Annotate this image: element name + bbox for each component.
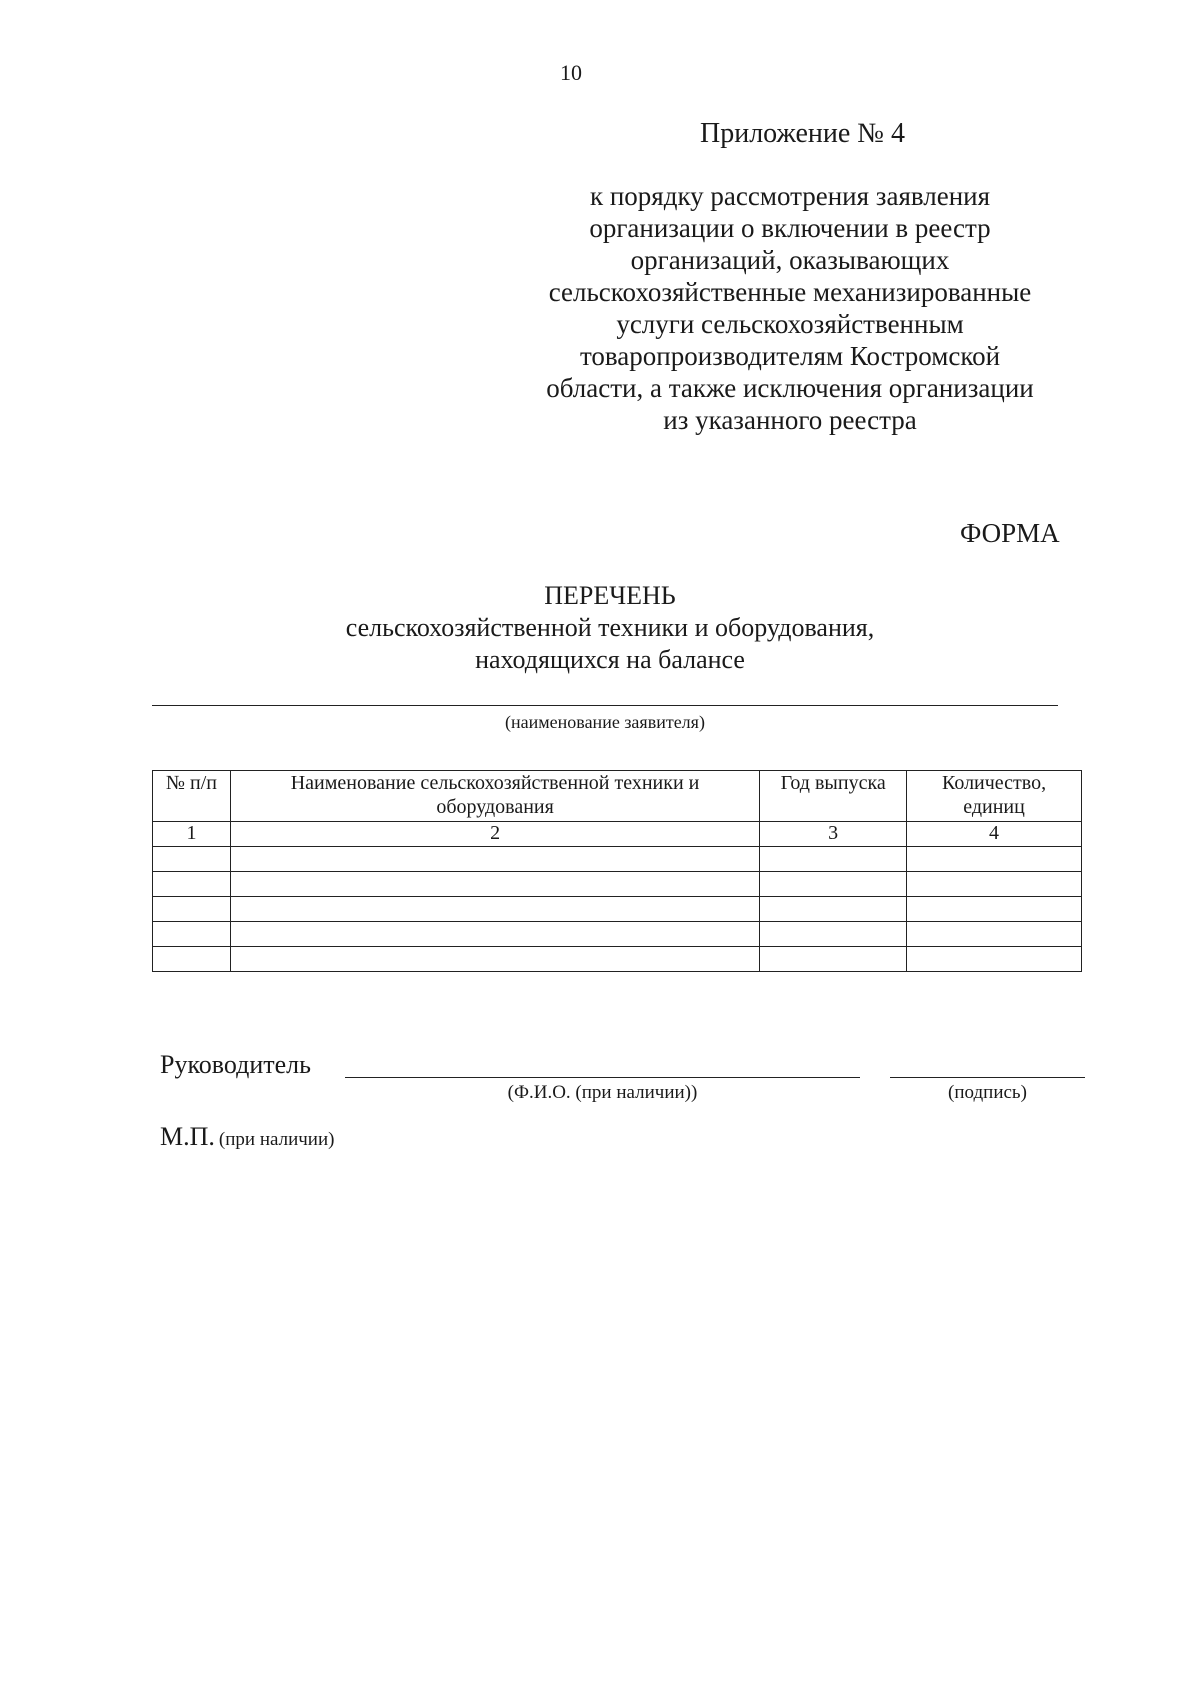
table-cell[interactable] [760,922,907,947]
seal-abbrev: М.П. [160,1122,215,1151]
table-row [153,947,1082,972]
page-number: 10 [560,60,582,85]
applicant-caption: (наименование заявителя) [505,712,705,732]
column-number: 4 [907,822,1082,847]
header-quantity: Количество, единиц [907,771,1082,822]
appendix-line: сельскохозяйственные механизированные [548,277,1032,307]
fio-line [345,1077,860,1078]
table-cell[interactable] [153,872,231,897]
appendix-line: услуги сельскохозяйственным [616,309,964,339]
appendix-line: товаропроизводителям Костромской [579,341,1001,371]
table-cell[interactable] [153,922,231,947]
head-label: Руководитель [160,1050,311,1079]
applicant-name-line [152,705,1058,706]
column-number: 1 [153,822,231,847]
table-cell[interactable] [153,947,231,972]
signature-line [890,1077,1085,1078]
seal-label [160,1122,334,1152]
table-cell[interactable] [907,847,1082,872]
title-line-1: сельскохозяйственной техники и оборудования, [345,613,875,642]
title-main: ПЕРЕЧЕНЬ [544,581,676,610]
table-cell[interactable] [760,897,907,922]
table-cell[interactable] [760,872,907,897]
table-cell[interactable] [907,947,1082,972]
table-row [153,872,1082,897]
table-cell[interactable] [153,847,231,872]
table-row [153,847,1082,872]
signature-caption: (подпись) [948,1082,1027,1103]
table-cell[interactable] [907,922,1082,947]
column-number-row [153,822,1082,847]
table-cell[interactable] [230,922,759,947]
table-row [153,922,1082,947]
table-row [153,897,1082,922]
column-number: 3 [760,822,907,847]
appendix-title: Приложение № 4 [700,118,905,149]
appendix-line: к порядку рассмотрения заявления [589,181,991,211]
table-header-row [153,771,1082,822]
column-number: 2 [230,822,759,847]
table-cell[interactable] [760,847,907,872]
header-equipment-name: Наименование сельскохозяйственной техники и оборудования [230,771,759,822]
header-number: № п/п [153,771,231,822]
table-cell[interactable] [907,897,1082,922]
equipment-table [152,770,1082,972]
appendix-line: из указанного реестра [663,405,917,435]
fio-caption: (Ф.И.О. (при наличии)) [507,1082,698,1103]
appendix-description [540,180,1040,436]
header-year: Год выпуска [760,771,907,822]
appendix-line: организации о включении в реестр [589,213,991,243]
table-cell[interactable] [230,847,759,872]
document-title [250,580,970,676]
appendix-line: организаций, оказывающих [630,245,950,275]
table-cell[interactable] [230,897,759,922]
table-cell[interactable] [153,897,231,922]
table-cell[interactable] [760,947,907,972]
table-cell[interactable] [230,872,759,897]
table-cell[interactable] [907,872,1082,897]
title-line-2: находящихся на балансе [475,645,745,674]
appendix-line: области, а также исключения организации [546,373,1034,403]
form-label: ФОРМА [960,518,1060,548]
table-cell[interactable] [230,947,759,972]
seal-note: (при наличии) [218,1129,335,1150]
